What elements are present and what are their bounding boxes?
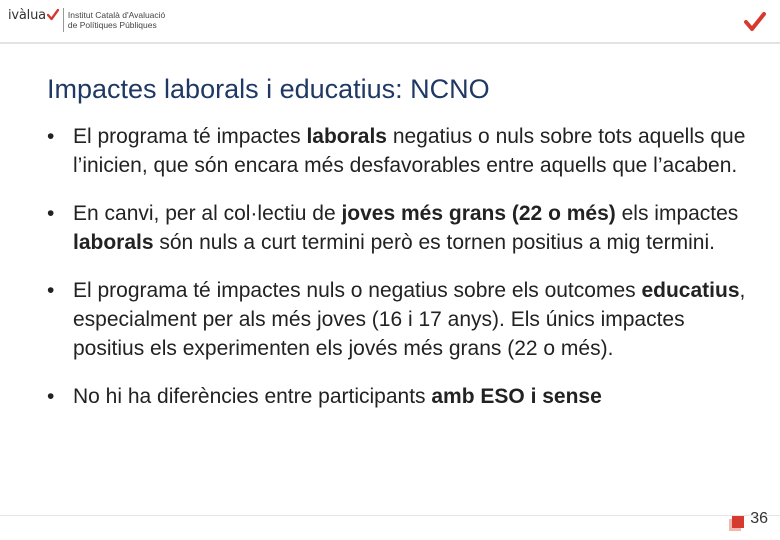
institute-name <box>68 10 165 30</box>
ivalua-logo <box>8 8 165 32</box>
bullet-text: El programa té impactes nuls o negatius sobre els outcomes <box>73 279 642 302</box>
bullet-marker: • <box>47 202 55 225</box>
slide-number-icon <box>732 516 744 528</box>
bullet-emphasis: laborals <box>306 125 387 148</box>
bullet-text: El programa té impactes <box>73 125 307 148</box>
logo-wordmark: ivàlua <box>8 8 46 23</box>
bullet-text: són nuls a curt termini però es tornen positius a mig termini. <box>153 231 715 254</box>
check-mark-icon <box>47 9 59 21</box>
bullet-marker: • <box>47 279 55 302</box>
bullet-text: En canvi, per al col·lectiu de <box>73 202 342 225</box>
footer-divider <box>0 515 780 516</box>
bullet-item <box>47 276 747 363</box>
bullet-text: , especialment per als més joves (16 i 17 anys). Els únics impactes positius els experimenten els jovés més grans (22 o més). <box>73 279 746 360</box>
header-divider <box>0 42 780 44</box>
slide-title: Impactes laborals i educatius: NCNO <box>47 74 490 104</box>
logo-separator <box>63 8 64 32</box>
bullet-emphasis: joves més grans (22 o més) <box>341 202 616 225</box>
institute-line-1: Institut Català d'Avaluació <box>67 10 166 20</box>
bullet-emphasis: educatius <box>641 279 740 302</box>
bullet-item <box>47 199 747 257</box>
bullet-emphasis: amb ESO i sense <box>431 385 602 408</box>
page-number-area <box>732 510 768 528</box>
bullet-item <box>47 122 747 180</box>
bullet-marker: • <box>47 125 55 148</box>
bullet-text: negatius o nuls sobre tots aquells que l’inicien, que són encara més desfavorables entre aquells que l’acaben. <box>73 125 746 177</box>
bullet-item <box>47 382 747 411</box>
bullet-text: els impactes <box>615 202 739 225</box>
bullet-list <box>47 122 747 430</box>
institute-line-2: de Polítiques Públiques <box>67 20 157 30</box>
bullet-marker: • <box>47 385 55 408</box>
bullet-text: No hi ha diferències entre participants <box>73 385 432 408</box>
header-bar <box>0 0 780 44</box>
page-number: 36 <box>750 510 768 527</box>
bullet-emphasis: laborals <box>73 231 154 254</box>
check-mark-icon <box>744 12 766 32</box>
